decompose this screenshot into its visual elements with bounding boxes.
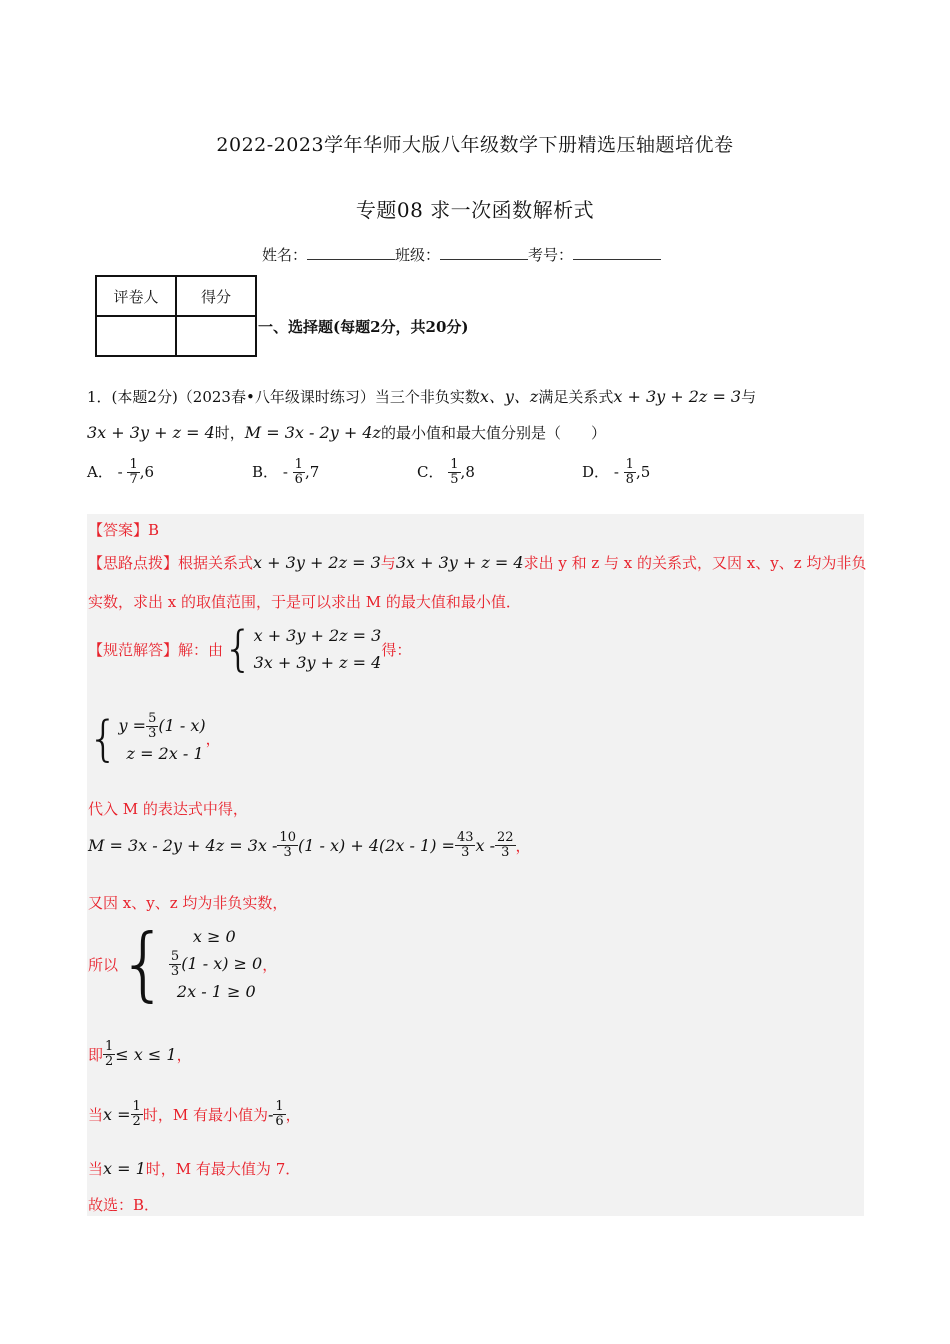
so-text: 所以 <box>88 955 119 974</box>
min-val-sign: - <box>267 1105 274 1125</box>
section-title: 一、选择题(每题2分，共20分) <box>258 318 469 336</box>
hint-line-1 <box>88 552 866 573</box>
nonneg-text: 又因 x、y、z 均为非负实数， <box>88 894 288 912</box>
option-b-sign: - <box>282 462 288 481</box>
substitute-text: 代入 M 的表达式中得， <box>88 800 248 818</box>
option-a[interactable] <box>87 458 154 488</box>
inequality-comma: ， <box>262 955 278 974</box>
solution-tag: 【规范解答】 <box>88 640 179 659</box>
page-title: 2022-2023学年华师大版八年级数学下册精选压轴题培优卷 <box>216 134 734 156</box>
hint-line-2: 实数，求出 x 的取值范围，于是可以求出 M 的最大值和最小值． <box>88 593 521 611</box>
m-frac-3: $\frac{22}{3}$ <box>497 830 514 861</box>
m-expr-mid: (1 - x) + 4(2x - 1) = <box>297 836 455 856</box>
name-label: 姓名： <box>262 246 308 264</box>
question-line-2 <box>87 422 606 443</box>
option-a-rest: ,6 <box>139 462 155 481</box>
question-mid2: 与 <box>741 388 757 406</box>
solution-text-1: 解：由 <box>178 640 224 659</box>
question-eq2: 3x + 3y + z = 4 <box>87 423 215 442</box>
question-eqM: M = 3x - 2y + 4z <box>244 423 381 442</box>
question-mid3: 时， <box>214 424 245 442</box>
min-val-fraction: $\frac{1}{6}$ <box>275 1099 284 1130</box>
name-blank[interactable] <box>307 245 395 260</box>
option-d[interactable] <box>582 458 650 488</box>
option-d-sign: - <box>613 462 619 481</box>
grader-header: 评卷人 <box>96 276 176 316</box>
inequality-2: $\frac{5}{3}$ (1 - x) ≥ 0 <box>170 948 263 979</box>
option-b-fraction: $\frac{1}{6}$ <box>294 457 303 488</box>
exam-no-blank[interactable] <box>573 245 661 260</box>
equation-system <box>223 622 381 676</box>
min-x-fraction: $\frac{1}{2}$ <box>132 1099 141 1130</box>
hint-eq2: 3x + 3y + z = 4 <box>395 553 524 572</box>
result-y: y = $\frac{5}{3}$ (1 - x) <box>118 711 206 742</box>
question-prefix: 1．(本题2分)（2023春•八年级课时练习）当三个非负实数 <box>87 388 480 406</box>
page-subtitle: 专题08 求一次函数解析式 <box>355 198 595 222</box>
system-eq-1: x + 3y + 2z = 3 <box>253 626 382 645</box>
solution-text-2: 得： <box>381 640 412 659</box>
hint-text-2: 与 <box>380 554 396 572</box>
min-x: x = <box>103 1105 131 1125</box>
m-frac-2: $\frac{43}{3}$ <box>456 830 474 861</box>
result-system <box>88 712 221 766</box>
answer-tag: 【答案】 <box>88 521 149 539</box>
max-pre: 当 <box>88 1160 104 1178</box>
option-a-label: A． <box>87 462 113 481</box>
option-b[interactable] <box>252 458 319 488</box>
m-expression <box>88 831 531 861</box>
result-brace: { <box>88 710 119 767</box>
result-z: z = 2x - 1 <box>126 743 204 763</box>
range-pre: 即 <box>88 1046 104 1065</box>
question-mid1: 满足关系式 <box>538 388 614 406</box>
system-brace: { <box>223 621 254 678</box>
solution-line <box>88 622 411 676</box>
m-expr-pre: M = 3x - 2y + 4z = 3x - <box>88 836 278 856</box>
min-pre: 当 <box>88 1106 104 1125</box>
m-frac-1: $\frac{10}{3}$ <box>279 830 296 861</box>
option-d-fraction: $\frac{1}{8}$ <box>625 457 634 488</box>
inequality-brace: { <box>118 917 169 1011</box>
hint-text-1: 根据关系式 <box>178 554 254 572</box>
option-c-label: C． <box>417 462 444 481</box>
hint-tag: 【思路点拨】 <box>88 554 179 572</box>
question-vars: x、y、z <box>479 387 539 406</box>
option-d-rest: ,5 <box>635 462 651 481</box>
score-header: 得分 <box>176 276 256 316</box>
question-eq1: x + 3y + 2z = 3 <box>613 387 742 406</box>
option-c-fraction: $\frac{1}{5}$ <box>450 457 459 488</box>
question-tail: 的最小值和最大值分别是（ ） <box>380 424 606 442</box>
result-comma: ， <box>205 730 221 749</box>
range-comma: ， <box>176 1046 192 1065</box>
min-comma: ， <box>285 1106 301 1125</box>
option-c[interactable] <box>417 458 475 488</box>
score-table <box>95 275 257 357</box>
exam-no-label: 考号： <box>528 246 574 264</box>
option-a-fraction: $\frac{1}{7}$ <box>129 457 138 488</box>
conclusion: 故选：B． <box>88 1196 160 1214</box>
option-d-label: D． <box>582 462 610 481</box>
hint-eq1: x + 3y + 2z = 3 <box>253 553 381 572</box>
max-line <box>88 1158 300 1179</box>
answer-line <box>88 519 159 540</box>
max-x: x = 1 <box>103 1159 146 1178</box>
system-eq-2: 3x + 3y + z = 4 <box>253 653 382 673</box>
max-text: 时，M 有最大值为 7． <box>145 1160 301 1178</box>
score-cell[interactable] <box>176 316 256 356</box>
answer-value: B <box>148 521 160 539</box>
option-a-sign: - <box>117 462 123 481</box>
option-c-rest: ,8 <box>460 462 475 481</box>
inequality-1: x ≥ 0 <box>192 927 236 946</box>
option-b-label: B． <box>252 462 279 481</box>
m-comma: ， <box>515 837 531 856</box>
range-fraction: $\frac{1}{2}$ <box>105 1039 114 1070</box>
option-b-rest: ,7 <box>304 462 320 481</box>
student-info-line <box>262 244 661 265</box>
range-post: ≤ x ≤ 1 <box>115 1045 177 1065</box>
inequality-system <box>88 917 278 1011</box>
grader-cell[interactable] <box>96 316 176 356</box>
class-label: 班级： <box>395 246 441 264</box>
min-mid: 时，M 有最小值为 <box>142 1106 268 1125</box>
m-expr-x: x - <box>475 836 495 856</box>
inequality-3: 2x - 1 ≥ 0 <box>176 982 256 1002</box>
question-line-1 <box>87 384 756 407</box>
hint-text-3: 求出 y 和 z 与 x 的关系式，又因 x、y、z 均为非负 <box>523 554 867 572</box>
range-line <box>88 1040 192 1070</box>
class-blank[interactable] <box>440 245 528 260</box>
min-line <box>88 1100 301 1130</box>
